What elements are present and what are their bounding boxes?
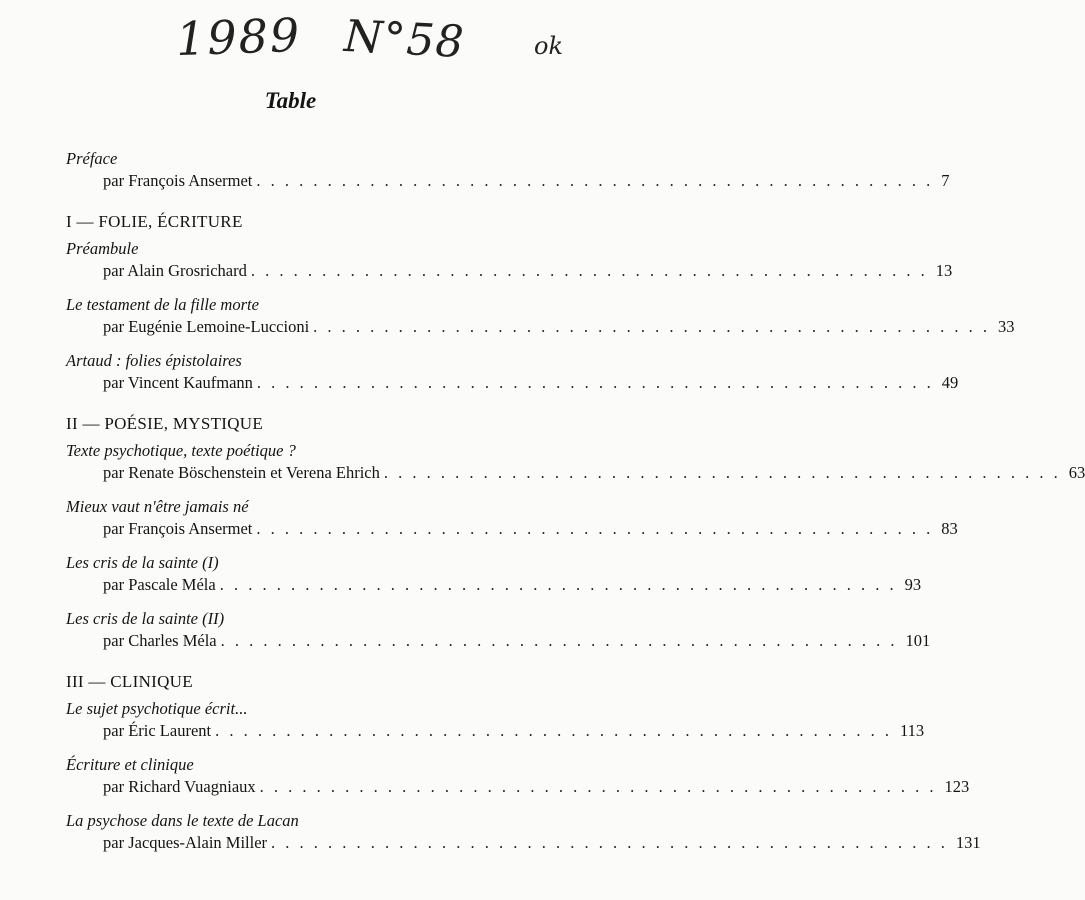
dot-leader: . . . . . . . . . . . . . . . . . . . . . . . . . . . . . . . . . . . . . . . . . . . . . . . . — [271, 833, 948, 852]
dot-leader: . . . . . . . . . . . . . . . . . . . . . . . . . . . . . . . . . . . . . . . . . . . . . . . . — [256, 373, 934, 392]
handwritten-year: 1989 — [175, 7, 302, 67]
entry-title: Le sujet psychotique écrit... — [66, 699, 248, 718]
dot-leader: . . . . . . . . . . . . . . . . . . . . . . . . . . . . . . . . . . . . . . . . . . . . . . . . — [259, 777, 937, 796]
entry-author-line — [66, 832, 981, 854]
dot-leader: . . . . . . . . . . . . . . . . . . . . . . . . . . . . . . . . . . . . . . . . . . . . . . . . — [215, 721, 892, 740]
toc-entry — [66, 698, 925, 742]
toc-entry — [66, 238, 953, 282]
entry-author: par Alain Grosrichard — [103, 261, 247, 280]
dot-leader: . . . . . . . . . . . . . . . . . . . . . . . . . . . . . . . . . . . . . . . . . . . . . . . . — [256, 519, 934, 538]
entry-author: par Eugénie Lemoine-Luccioni — [103, 317, 310, 336]
toc-entry — [66, 552, 922, 596]
entry-page-number: 113 — [899, 721, 925, 740]
section-heading: III — CLINIQUE — [66, 672, 193, 691]
entry-author: par Richard Vuagniaux — [103, 777, 256, 796]
entry-author: par Éric Laurent — [103, 721, 212, 740]
entry-title: Préface — [66, 149, 118, 168]
entry-author-line — [66, 574, 922, 596]
dot-leader: . . . . . . . . . . . . . . . . . . . . . . . . . . . . . . . . . . . . . . . . . . . . . . . . — [219, 575, 897, 594]
entry-author-line — [66, 372, 959, 394]
entry-author: par François Ansermet — [103, 171, 253, 190]
toc-entry — [66, 810, 981, 854]
section-heading: I — FOLIE, ÉCRITURE — [66, 212, 243, 231]
entry-author: par Pascale Méla — [103, 575, 216, 594]
dot-leader: . . . . . . . . . . . . . . . . . . . . . . . . . . . . . . . . . . . . . . . . . . . . . . . . — [313, 317, 991, 336]
table-of-contents — [66, 148, 1085, 866]
entry-author-line — [66, 630, 931, 652]
entry-page-number: 131 — [955, 833, 981, 852]
entry-author: par Charles Méla — [103, 631, 217, 650]
entry-title: Texte psychotique, texte poétique ? — [66, 441, 296, 460]
dot-leader: . . . . . . . . . . . . . . . . . . . . . . . . . . . . . . . . . . . . . . . . . . . . . . . . — [256, 171, 934, 190]
toc-entry — [66, 496, 958, 540]
entry-author-line — [66, 316, 1015, 338]
entry-title: La psychose dans le texte de Lacan — [66, 811, 299, 830]
dot-leader: . . . . . . . . . . . . . . . . . . . . . . . . . . . . . . . . . . . . . . . . . . . . . . . . — [220, 631, 898, 650]
entry-author-line — [66, 170, 950, 192]
toc-entry — [66, 440, 1085, 484]
toc-entry — [66, 294, 1015, 338]
entry-author: par François Ansermet — [103, 519, 253, 538]
entry-author: par Vincent Kaufmann — [103, 373, 253, 392]
entry-author-line — [66, 776, 970, 798]
entry-page-number: 101 — [905, 631, 931, 650]
toc-entry — [66, 350, 959, 394]
entry-title: Les cris de la sainte (I) — [66, 553, 219, 572]
entry-page-number: 7 — [941, 171, 950, 190]
handwritten-issue-number: N°58 — [342, 10, 466, 69]
handwritten-ok-note: ok — [534, 32, 563, 60]
entry-page-number: 33 — [998, 317, 1015, 336]
entry-author-line — [66, 462, 1085, 484]
entry-author-line — [66, 260, 953, 282]
toc-entry — [66, 148, 950, 192]
entry-title: Préambule — [66, 239, 139, 258]
dot-leader: . . . . . . . . . . . . . . . . . . . . . . . . . . . . . . . . . . . . . . . . . . . . . . . . — [250, 261, 928, 280]
toc-entry — [66, 608, 931, 652]
dot-leader: . . . . . . . . . . . . . . . . . . . . . . . . . . . . . . . . . . . . . . . . . . . . . . . . — [383, 463, 1061, 482]
entry-page-number: 13 — [935, 261, 953, 280]
page-title: Table — [264, 88, 317, 113]
entry-title: Mieux vaut n'être jamais né — [66, 497, 249, 516]
entry-author-line — [66, 720, 925, 742]
entry-page-number: 123 — [944, 777, 970, 796]
entry-author-line — [66, 518, 958, 540]
entry-title: Le testament de la fille morte — [66, 295, 259, 314]
entry-title: Artaud : folies épistolaires — [66, 351, 242, 370]
toc-entry — [66, 754, 970, 798]
entry-page-number: 63 — [1068, 463, 1085, 482]
entry-page-number: 93 — [904, 575, 922, 594]
entry-author: par Jacques-Alain Miller — [103, 833, 268, 852]
entry-title: Les cris de la sainte (II) — [66, 609, 225, 628]
entry-author: par Renate Böschenstein et Verena Ehrich — [103, 463, 380, 482]
entry-page-number: 83 — [941, 519, 958, 538]
entry-page-number: 49 — [941, 373, 959, 392]
entry-title: Écriture et clinique — [66, 755, 194, 774]
section-heading: II — POÉSIE, MYSTIQUE — [66, 414, 264, 433]
